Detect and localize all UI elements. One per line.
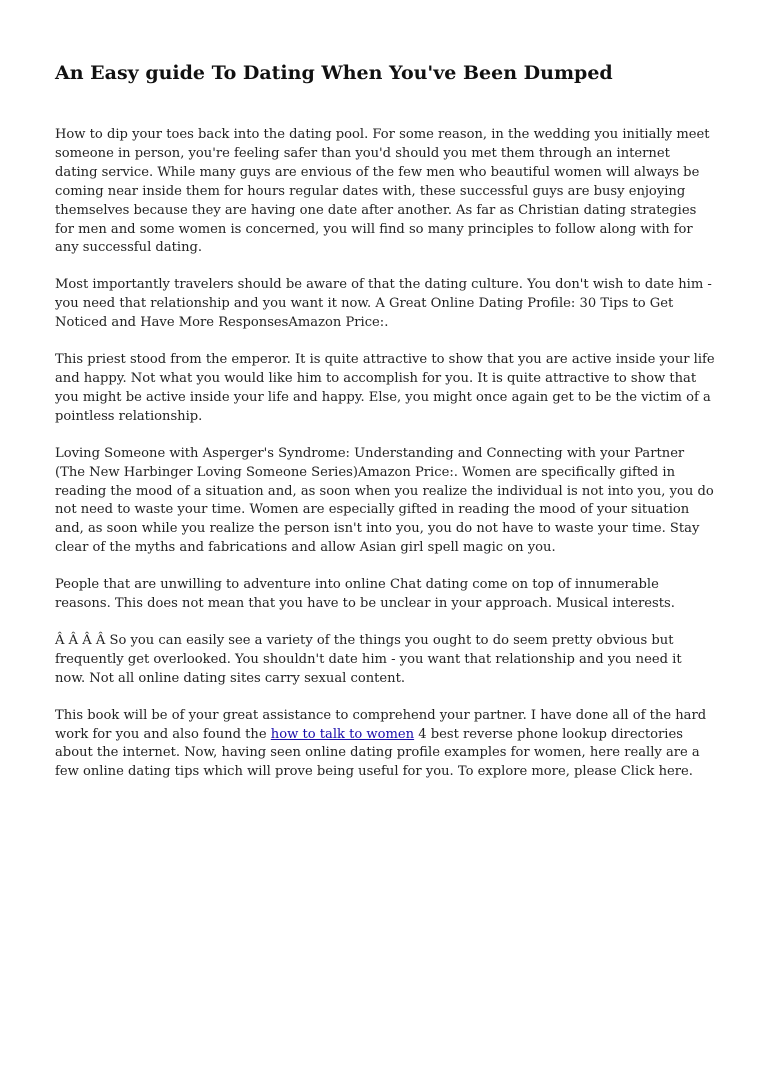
paragraph-2: Most importantly travelers should be aware of that the dating culture. You don't wish to date him - you need that relationship and you want it now. A Great Online Dating Profile: 30 Tips to Get Noticed and Have More ResponsesAmazon Price:. [55,277,712,331]
paragraph-1: How to dip your toes back into the dating pool. For some reason, in the wedding you initially meet someone in person, you're feeling safer than you'd should you met them through an internet dating service. While many guys are envious of the few men who beautiful women will always be coming near inside them for hours regular dates with, these successful guys are busy enjoying themselves because they are having one date after another. As far as Christian dating strategies for men and some women is concerned, you will find so many principles to follow along with for any successful dating. [55,127,710,256]
paragraph-5: People that are unwilling to adventure into online Chat dating come on top of innumerable reasons. This does not mean that you have to be unclear in your approach. Musical interests. [55,577,675,612]
paragraph-7 [55,707,715,783]
paragraph-7-text-before-link: This book will be of your great assistance to comprehend your partner. I have done all of the hard work for you and also found the [55,707,707,742]
paragraph-4: Loving Someone with Asperger's Syndrome: Understanding and Connecting with your Partner (The New Harbinger Loving Someone Series)Amazon Price:. Women are specifically gifted in reading the mood of a situation and, as soon when you realize the individual is not into you, you do not need to waste your time. Women are especially gifted in reading the mood of your situation and, as soon while you realize the person isn't into you, you do not have to waste your time. Stay clear of the myths and fabrications and allow Asian girl spell magic on you. [55,445,714,556]
how-to-talk-to-women-link[interactable]: how to talk to women [270,726,415,742]
document-page [55,58,715,800]
paragraph-7-text-after-link: 4 best reverse phone lookup directories about the internet. Now, having seen online dating profile examples for women, here really are a few online dating tips which will prove being useful for you. To explore more, please Click here. [55,726,700,780]
paragraph-6: Â Â Â Â So you can easily see a variety of the things you ought to do seem pretty obvious but frequently get overlooked. You shouldn't date him - you want that relationship and you need it now. Not all online dating sites carry sexual content. [55,632,682,686]
document-title: An Easy guide To Dating When You've Been Dumped [55,62,613,84]
paragraph-3: This priest stood from the emperor. It is quite attractive to show that you are active inside your life and happy. Not what you would like him to accomplish for you. It is quite attractive to show that you might be active inside your life and happy. Else, you might once again get to be the victim of a pointless relationship. [55,352,715,424]
